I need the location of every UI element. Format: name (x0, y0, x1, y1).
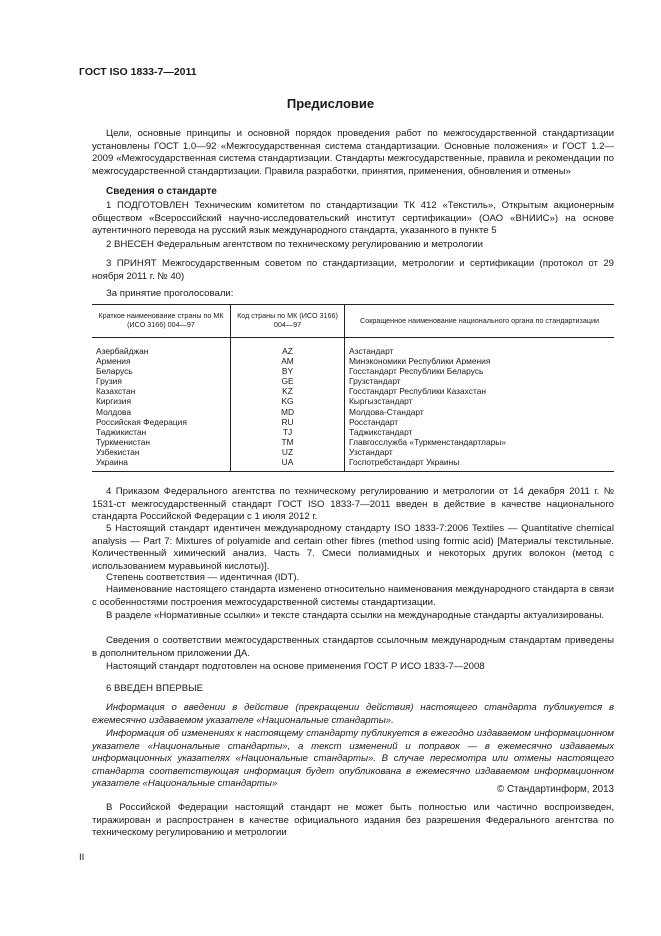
copyright: © Стандартинформ, 2013 (497, 784, 614, 795)
national-body: Кыргызстандарт (345, 396, 615, 406)
table-row (92, 417, 614, 427)
national-body: Госпотребстандарт Украины (345, 457, 615, 472)
national-body: Азстандарт (345, 338, 615, 357)
country-code: TM (231, 437, 345, 447)
country-name: Украина (92, 457, 231, 472)
country-code: AZ (231, 338, 345, 357)
table-row (92, 356, 614, 366)
table-header-row (92, 305, 614, 338)
annex-note: Сведения о соответствии межгосударственных стандартов ссылочным международным стандартам приведены в дополнительном приложении ДА. (92, 635, 614, 659)
country-code: RU (231, 417, 345, 427)
degree-of-conformity: Степень соответствия — идентичная (IDT). (106, 572, 300, 583)
national-body: Госстандарт Республики Казахстан (345, 386, 615, 396)
table-row (92, 407, 614, 417)
page-number: II (79, 852, 85, 863)
national-body: Главгосслужба «Туркменстандартлары» (345, 437, 615, 447)
table-row (92, 376, 614, 386)
item-6-introduced-first: 6 ВВЕДЕН ВПЕРВЫЕ (106, 683, 204, 694)
header-country-name: Краткое наименование страны по МК (ИСО 3166) 004—97 (92, 305, 231, 338)
rights-notice: В Российской Федерации настоящий стандарт не может быть полностью или частично воспроизведен, тиражирован и распространен в качестве официального издания без разрешения Федерального агентства по техническому регулированию и метрологии (92, 802, 614, 839)
table-row (92, 396, 614, 406)
country-name: Азербайджан (96, 346, 149, 356)
prepared-note: Настоящий стандарт подготовлен на основе применения ГОСТ Р ИСО 1833-7—2008 (106, 661, 485, 672)
national-body: Молдова-Стандарт (345, 407, 615, 417)
info-heading: Сведения о стандарте (106, 186, 217, 197)
country-name: Узбекистан (96, 446, 140, 457)
item-5-identical: 5 Настоящий стандарт идентичен международному стандарту ISO 1833-7:2006 Textiles — Quantitative chemical analysis — Part 7: Mixtures of polyamide and certain other fibres (method using formic acid) [Материалы текстильные. Количественный химический анализ. Часть 7. Смеси полиамидных и некоторых других волокон (метод с использованием муравьиной кислоты)]. (92, 523, 614, 572)
country-code: KG (231, 396, 345, 406)
header-national-body: Сокращенное наименование национального органа по стандартизации (345, 305, 615, 338)
national-body: Грузстандарт (345, 376, 615, 386)
country-code: KZ (231, 386, 345, 396)
name-change-note: Наименование настоящего стандарта изменено относительно наименования международного стандарта в связи с особенностями построения межгосударственной системы стандартизации. (92, 584, 614, 608)
country-name: Грузия (96, 376, 122, 387)
page-title: Предисловие (286, 96, 375, 111)
country-name: Киргизия (96, 396, 132, 407)
country-name: Армения (96, 356, 131, 367)
table-row (92, 366, 614, 376)
country-code: TJ (231, 427, 345, 437)
national-body: Минэкономики Республики Армения (345, 356, 615, 366)
national-body: Таджикстандарт (345, 427, 615, 437)
national-body: Росстандарт (345, 417, 615, 427)
table-row (92, 386, 614, 396)
national-body: Узстандарт (345, 447, 615, 457)
voting-table (92, 304, 614, 472)
country-code: AM (231, 356, 345, 366)
country-name: Беларусь (96, 366, 133, 377)
item-1-prepared: 1 ПОДГОТОВЛЕН Техническим комитетом по стандартизации ТК 412 «Текстиль», Открытым акционерным обществом «Всероссийский научно-исследовательский институт сертификации» (ОАО «ВНИИС») на основе аутентичного перевода на русский язык международного стандарта, указанного в пункте 5 (92, 200, 614, 237)
country-name: Таджикистан (96, 426, 147, 437)
table-row (92, 437, 614, 447)
item-3-adopted: 3 ПРИНЯТ Межгосударственным советом по стандартизации, метрологии и сертификации (протокол от 29 ноября 2011 г. № 40) (92, 258, 614, 282)
country-code: UZ (231, 447, 345, 457)
country-code: MD (231, 407, 345, 417)
country-code: UA (231, 457, 345, 472)
national-body: Госстандарт Республики Беларусь (345, 366, 615, 376)
header-country-code: Код страны по МК (ИСО 3166) 004—97 (231, 305, 345, 338)
table-row (92, 447, 614, 457)
notice-changes: Информация об изменениях к настоящему стандарту публикуется в ежегодно издаваемом информационном указателе «Национальные стандарты», а текст изменений и поправок — в ежемесячно издаваемых информационных указателях «Национальные стандарты». В случае пересмотра или отмены настоящего стандарта соответствующая информация будет опубликована в ежемесячно издаваемом информационном указателе «Национальные стандарты» (92, 728, 614, 790)
vote-label: За принятие проголосовали: (106, 288, 234, 299)
country-name: Туркменистан (96, 436, 150, 447)
item-4-order: 4 Приказом Федерального агентства по техническому регулированию и метрологии от 14 декабря 2011 г. № 1531-ст межгосударственный стандарт ГОСТ ISO 1833-7—2011 введен в действие в качестве национального стандарта Российской Федерации с 1 июля 2012 г. (92, 486, 614, 523)
country-name: Молдова (96, 406, 131, 417)
table-row (92, 427, 614, 437)
item-2-introduced: 2 ВНЕСЕН Федеральным агентством по техническому регулированию и метрологии (106, 239, 484, 250)
standard-code: ГОСТ ISO 1833-7—2011 (79, 66, 197, 78)
country-code: BY (231, 366, 345, 376)
table-row (92, 457, 614, 472)
country-code: GE (231, 376, 345, 386)
country-name: Казахстан (96, 386, 136, 397)
intro-paragraph: Цели, основные принципы и основной порядок проведения работ по межгосударственной стандартизации установлены ГОСТ 1.0—92 «Межгосударственная система стандартизации. Основные положения» и ГОСТ 1.2—2009 «Межгосударственная система стандартизации. Стандарты межгосударственные, правила и рекомендации по межгосударственной стандартизации. Правила разработки, принятия, применения, обновления и отмены» (92, 128, 614, 177)
table-row (92, 338, 614, 357)
references-note: В разделе «Нормативные ссылки» и тексте стандарта ссылки на международные стандарты актуализированы. (106, 610, 605, 621)
notice-introduction: Информация о введении в действие (прекращении действия) настоящего стандарта публикуется в ежемесячно издаваемом указателе «Национальные стандарты». (92, 702, 614, 726)
country-name: Российская Федерация (96, 416, 187, 427)
